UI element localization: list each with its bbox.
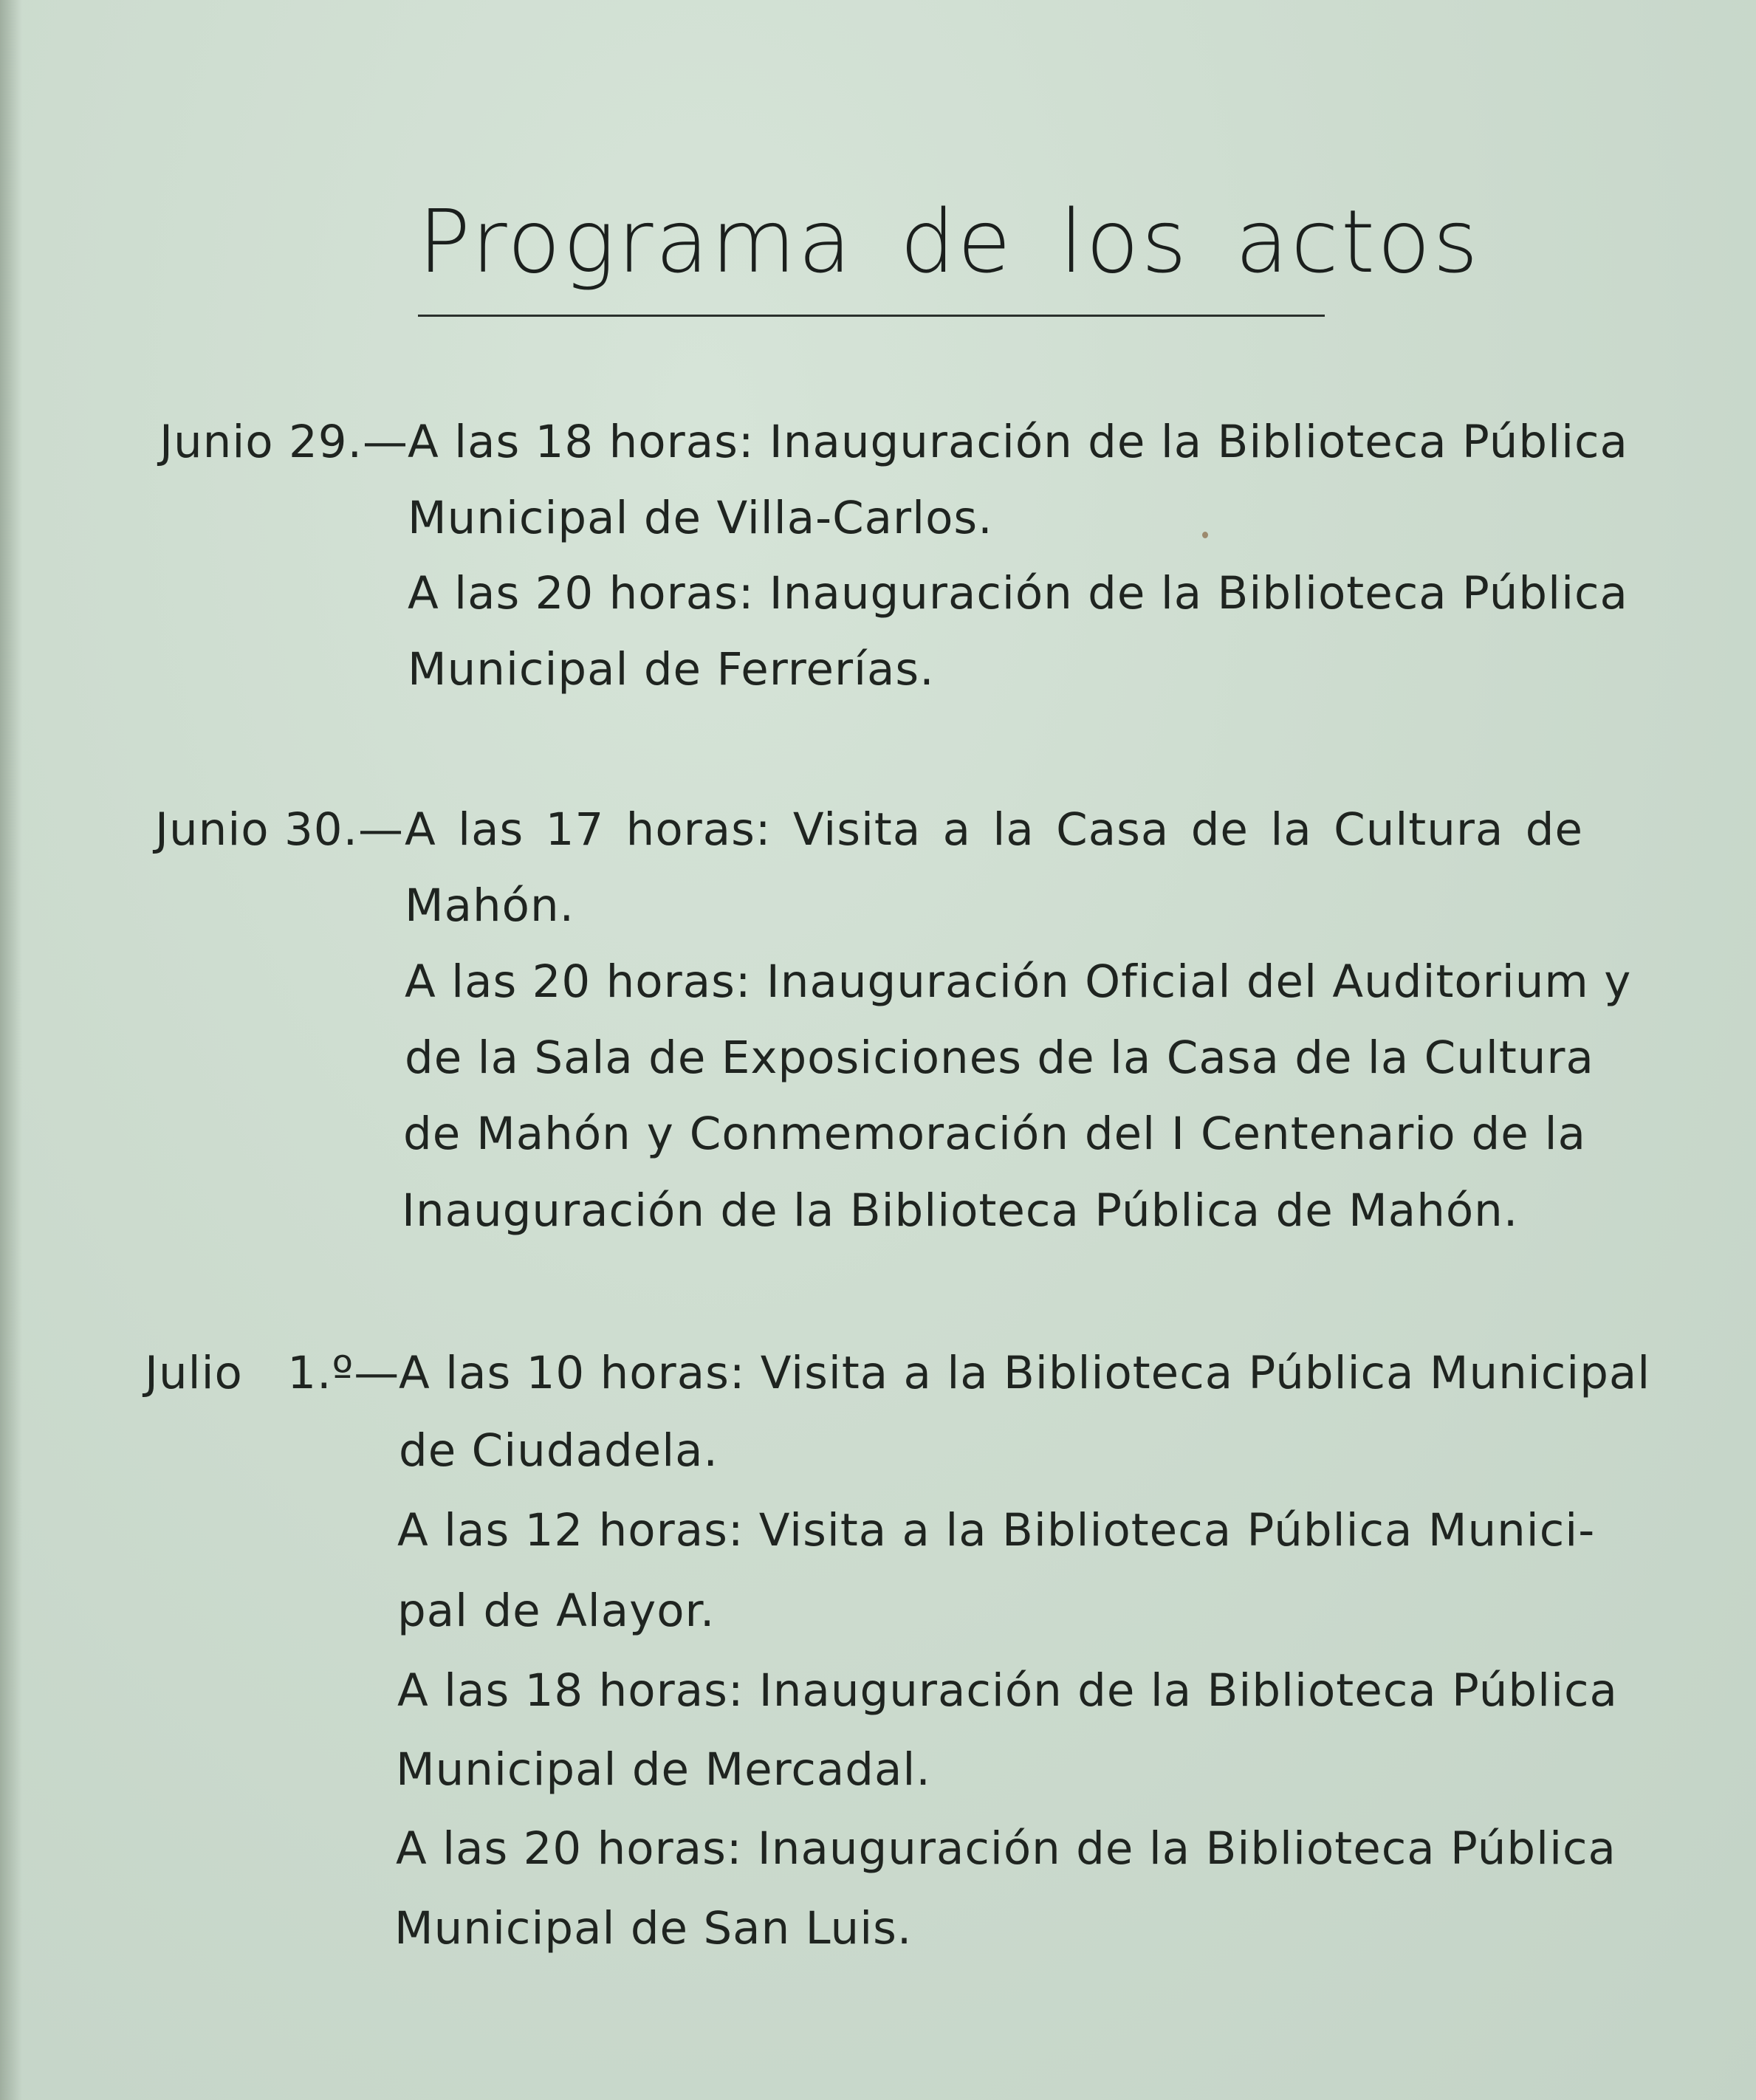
title-underline [418,315,1325,317]
entry-line: Inauguración de la Biblioteca Pública de Mahón. [402,1184,1519,1237]
entry-date: Junio 29.— [160,416,408,468]
entry-line: A las 17 horas: Visita a la Casa de la Cultura de [405,803,1583,856]
entry-line: Municipal de Ferrerías. [408,643,935,696]
entry-line: de Mahón y Conmemoración del I Centenario de la [403,1108,1586,1160]
entry-line: A las 18 horas: Inauguración de la Biblioteca Pública [397,1664,1618,1717]
entry-line: A las 20 horas: Inauguración Oficial del Auditorium y [405,955,1632,1008]
entry-line: A las 10 horas: Visita a la Biblioteca Pública Municipal [399,1347,1651,1399]
entry-line: A las 12 horas: Visita a la Biblioteca Pública Munici- [397,1504,1596,1557]
entry-line: Municipal de San Luis. [394,1902,913,1955]
entry-line: A las 18 horas: Inauguración de la Biblioteca Pública [408,416,1628,468]
entry-line: Mahón. [405,879,575,932]
entry-line: pal de Alayor. [397,1585,716,1637]
entry-line: de la Sala de Exposiciones de la Casa de la Cultura [405,1032,1594,1084]
page-title: Programa de los actos [418,191,1481,292]
entry-date: Julio 1.º— [145,1347,400,1399]
entry-line: Municipal de Mercadal. [396,1743,931,1796]
page-edge-shadow [0,0,22,2100]
entry-date: Junio 30.— [155,803,404,856]
entry-line: A las 20 horas: Inauguración de la Biblioteca Pública [396,1822,1616,1875]
entry-line: Municipal de Villa-Carlos. [408,492,993,544]
entry-line: A las 20 horas: Inauguración de la Biblioteca Pública [408,567,1628,620]
entry-line: de Ciudadela. [399,1424,718,1477]
